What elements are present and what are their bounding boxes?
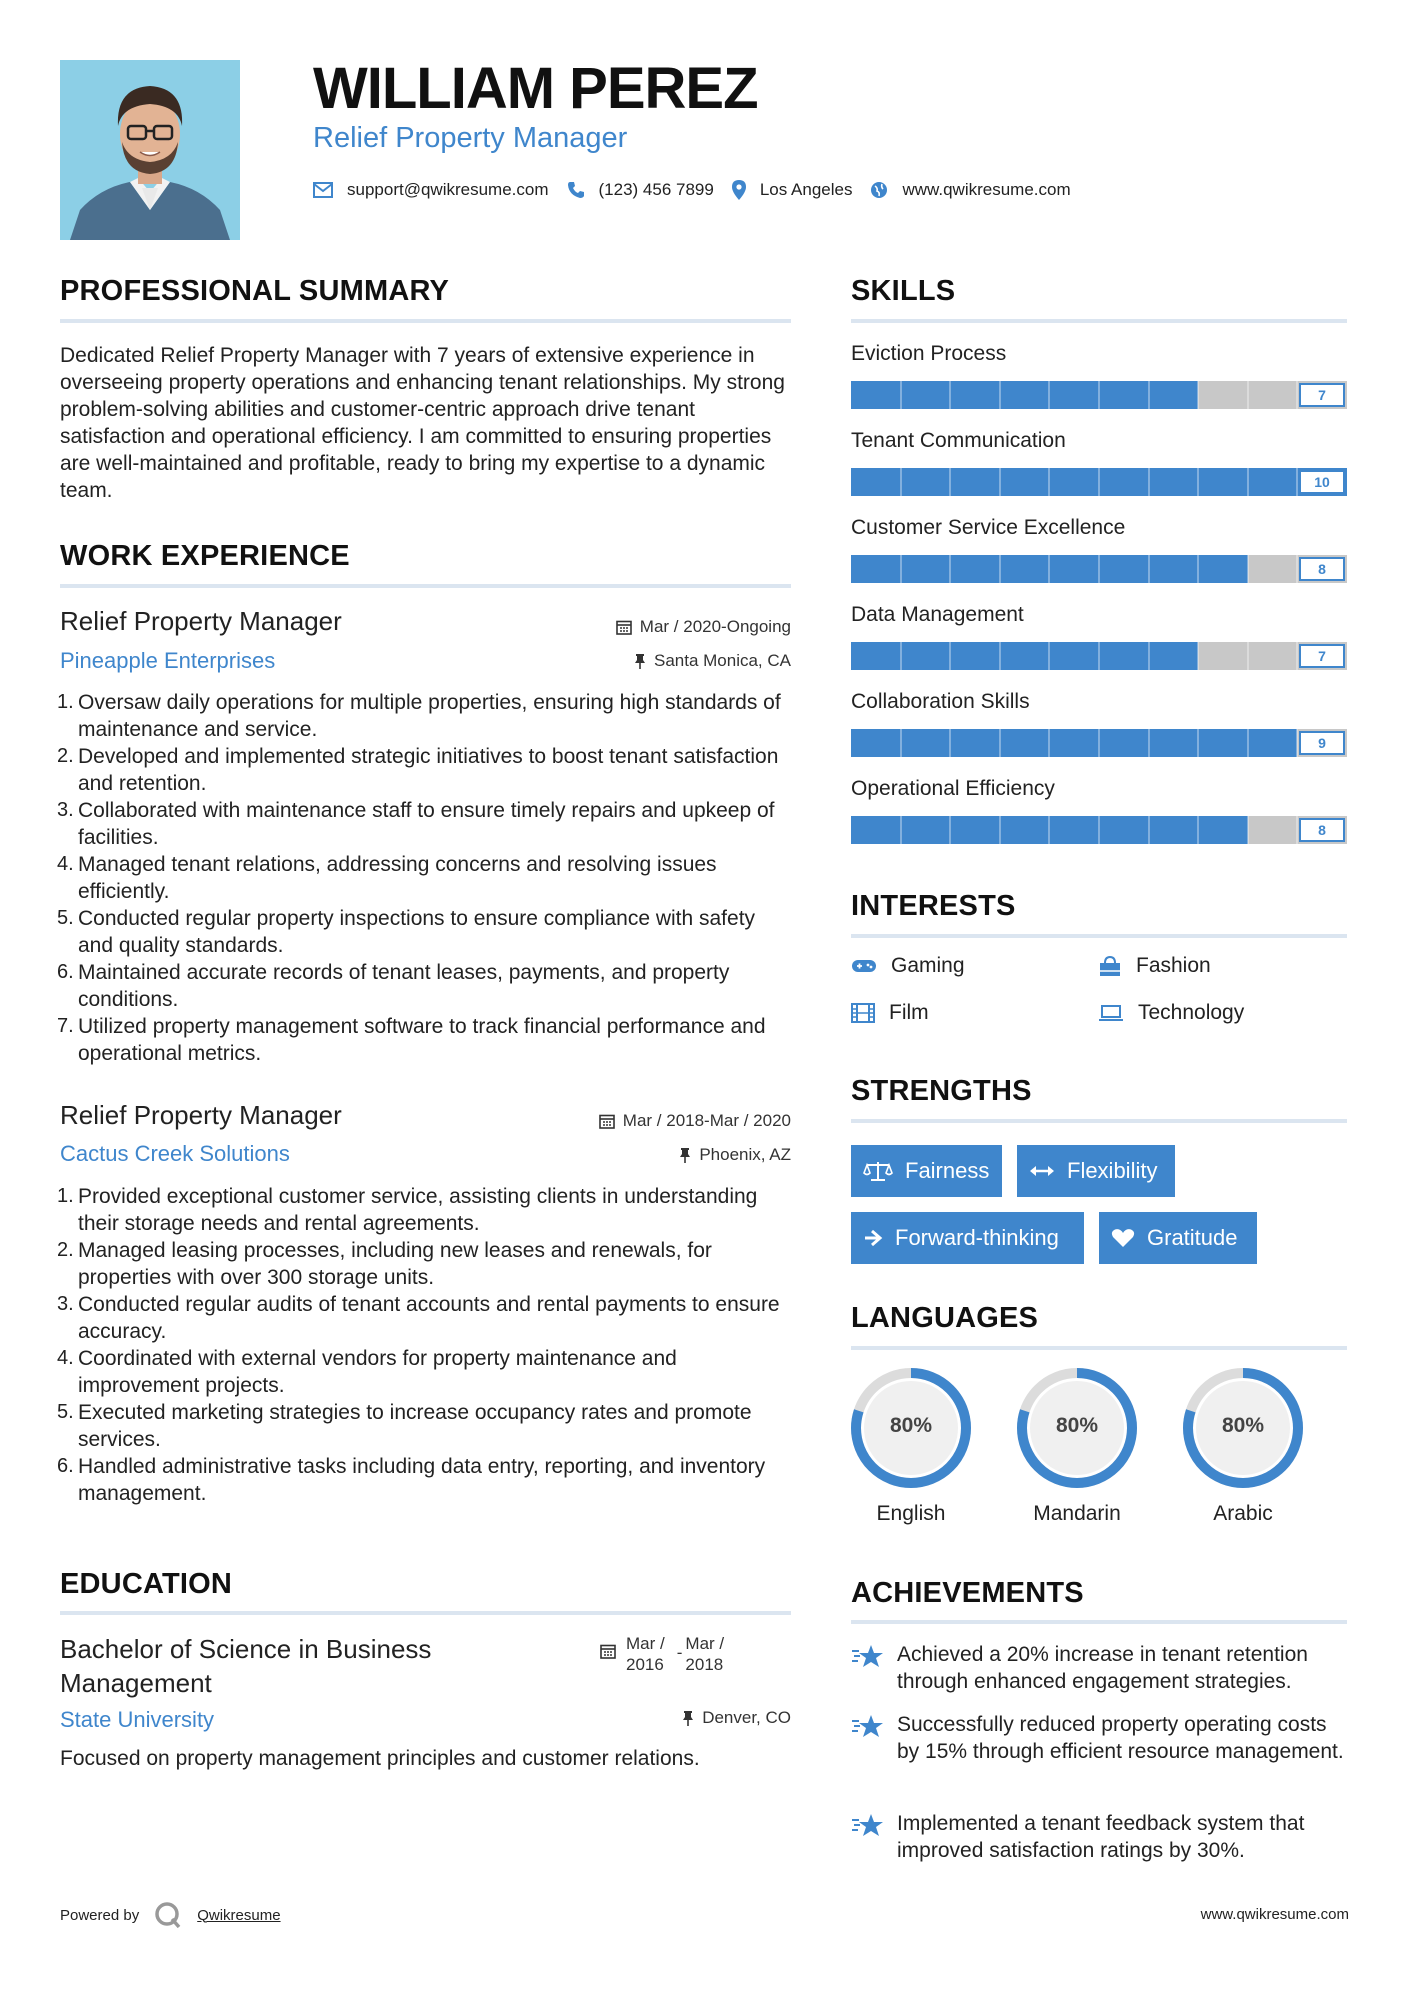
job-2-dates [599, 1111, 791, 1131]
skill-label: Collaboration Skills [851, 690, 1030, 713]
skill-bar-segment [900, 729, 902, 757]
language-name: English [876, 1502, 946, 1525]
skill-bar-segment [1148, 816, 1150, 844]
pushpin-icon [682, 1710, 694, 1727]
skill-bar-segment [949, 555, 951, 583]
strengths-heading: STRENGTHS [851, 1075, 1032, 1107]
star-icon [851, 1643, 885, 1671]
heart-icon [1111, 1228, 1135, 1248]
job-2-company: Cactus Creek Solutions [60, 1141, 290, 1166]
skill-bar-segment [1247, 816, 1249, 844]
list-item: 2. Developed and implemented strategic initiatives to boost tenant satisfaction and retention. [57, 745, 779, 795]
skill-bar-segment [1048, 381, 1050, 409]
skill-bar-segment [949, 468, 951, 496]
skill-bar-segment [1197, 642, 1199, 670]
education-end: Mar / 2018 [685, 1634, 725, 1674]
skill-label: Data Management [851, 603, 1024, 626]
skill-bar-segment [1148, 729, 1150, 757]
skill-bar-segment [1098, 468, 1100, 496]
skill-bar-segment [949, 729, 951, 757]
globe-icon [870, 181, 888, 199]
skill-bar-segment [949, 381, 951, 409]
skill-bar-segment [1098, 642, 1100, 670]
skill-bar-segment [1247, 555, 1249, 583]
list-item: 5. Conducted regular property inspections to ensure compliance with safety and quality standards. [57, 907, 756, 957]
list-item: 2. Managed leasing processes, including new leases and renewals, for properties with over 300 storage units. [57, 1239, 712, 1289]
list-item: 6. Maintained accurate records of tenant leases, payments, and property conditions. [57, 961, 730, 1011]
profile-photo [60, 60, 240, 240]
contact-location [732, 180, 853, 200]
skill-bar-segment [1148, 468, 1150, 496]
job-2-dates-text: Mar / 2018-Mar / 2020 [622, 1111, 791, 1130]
education-date-dash: - [676, 1643, 683, 1662]
work-heading: WORK EXPERIENCE [60, 540, 350, 572]
list-item: 3. Collaborated with maintenance staff to ensure timely repairs and upkeep of facilities. [57, 799, 775, 849]
skill-bar-segment [949, 642, 951, 670]
skill-bar-segment [999, 555, 1001, 583]
list-item: 4. Coordinated with external vendors for property maintenance and improvement projects. [57, 1347, 677, 1397]
strength-forward-thinking: Forward-thinking [851, 1212, 1084, 1264]
footer-powered-by: Powered by Qwikresume [60, 1900, 281, 1930]
job-1-company: Pineapple Enterprises [60, 648, 276, 673]
list-item: 6. Handled administrative tasks including data entry, reporting, and inventory management. [57, 1455, 766, 1505]
skill-bar-segment [1098, 729, 1100, 757]
gamepad-icon [851, 957, 877, 975]
skill-bar-segment [1098, 555, 1100, 583]
skill-bar-segment [1048, 468, 1050, 496]
skill-bar-fill [851, 729, 1297, 757]
skill-bar-segment [1197, 816, 1199, 844]
laptop-icon [1098, 1004, 1124, 1022]
job-1-dates-text: Mar / 2020-Ongoing [639, 617, 791, 636]
interest-fashion: Fashion [1098, 954, 1211, 978]
phone-icon [567, 181, 585, 199]
interests-heading: INTERESTS [851, 890, 1016, 922]
education-school: State University [60, 1707, 215, 1732]
skill-score: 7 [1299, 383, 1345, 407]
education-location-text: Denver, CO [702, 1708, 791, 1727]
languages-divider [851, 1346, 1347, 1350]
qwikresume-logo-icon [153, 1900, 183, 1930]
skill-bar [851, 642, 1347, 670]
achievement-item: Successfully reduced property operating costs by 15% through efficient resource management. [851, 1711, 1351, 1765]
interest-technology: Technology [1098, 1001, 1244, 1025]
list-item: 5. Executed marketing strategies to increase occupancy rates and promote services. [57, 1401, 752, 1451]
job-1-location [634, 651, 791, 671]
contact-phone[interactable] [567, 180, 714, 200]
contact-website[interactable] [870, 180, 1070, 200]
skill-bar-segment [900, 381, 902, 409]
job-1-location-text: Santa Monica, CA [653, 651, 791, 670]
skill-bar [851, 816, 1347, 844]
skill-bar-segment [1197, 381, 1199, 409]
skill-label: Tenant Communication [851, 429, 1066, 452]
skills-divider [851, 319, 1347, 323]
skill-bar-segment [999, 816, 1001, 844]
skill-bar-segment [1148, 642, 1150, 670]
job-1-bullets [57, 689, 795, 1067]
skill-bar [851, 468, 1347, 496]
skill-bar-segment [999, 381, 1001, 409]
skill-bar-segment [1247, 468, 1249, 496]
skill-bar-segment [1247, 729, 1249, 757]
skill-bar-segment [1048, 642, 1050, 670]
language-percent: 80% [1055, 1414, 1099, 1437]
achievements-divider [851, 1620, 1347, 1624]
skill-score: 8 [1299, 818, 1345, 842]
achievement-item: Implemented a tenant feedback system that improved satisfaction ratings by 30%. [851, 1810, 1351, 1864]
skills-heading: SKILLS [851, 275, 956, 307]
calendar-icon [616, 619, 632, 635]
balance-scale-icon [863, 1160, 893, 1182]
skill-bar-segment [900, 468, 902, 496]
footer-url[interactable]: www.qwikresume.com [1200, 1906, 1349, 1923]
achievement-item: Achieved a 20% increase in tenant retention through enhanced engagement strategies. [851, 1641, 1351, 1695]
calendar-icon [600, 1643, 616, 1659]
skill-bar [851, 555, 1347, 583]
skill-bar-segment [1148, 555, 1150, 583]
skill-bar-segment [900, 816, 902, 844]
skill-label: Eviction Process [851, 342, 1007, 365]
education-start: Mar / 2016 [626, 1634, 665, 1674]
skill-bar-segment [900, 642, 902, 670]
star-icon [851, 1713, 885, 1741]
job-2-role: Relief Property Manager [60, 1100, 342, 1130]
strength-flexibility: Flexibility [1017, 1145, 1175, 1197]
skill-bar-segment [1247, 642, 1249, 670]
skill-bar-segment [1098, 381, 1100, 409]
interests-divider [851, 934, 1347, 938]
skill-bar-segment [1048, 555, 1050, 583]
education-location [682, 1708, 791, 1728]
skill-bar-segment [999, 642, 1001, 670]
skill-bar-fill [851, 381, 1198, 409]
skill-bar-segment [1197, 555, 1199, 583]
skill-bar-segment [1098, 816, 1100, 844]
job-1-dates [616, 617, 791, 637]
skill-bar-segment [999, 468, 1001, 496]
calendar-icon [599, 1113, 615, 1129]
candidate-title: Relief Property Manager [313, 122, 628, 154]
job-2-bullets [57, 1183, 795, 1507]
phone-text: (123) 456 7899 [598, 180, 714, 199]
languages-heading: LANGUAGES [851, 1302, 1039, 1334]
candidate-name: WILLIAM PEREZ [313, 56, 758, 121]
language-name: Mandarin [1033, 1502, 1121, 1525]
strength-gratitude: Gratitude [1099, 1212, 1257, 1264]
education-divider [60, 1611, 791, 1615]
skill-bar-segment [900, 555, 902, 583]
job-1-role: Relief Property Manager [60, 606, 342, 636]
skill-bar [851, 729, 1347, 757]
website-text: www.qwikresume.com [902, 180, 1071, 199]
strength-fairness: Fairness [851, 1145, 1002, 1197]
job-2-location [679, 1145, 791, 1165]
summary-divider [60, 319, 791, 323]
list-item: 1. Oversaw daily operations for multiple properties, ensuring high standards of maintenance and service. [57, 691, 781, 741]
qwikresume-link[interactable]: Qwikresume [197, 1906, 281, 1924]
skill-bar-segment [1247, 381, 1249, 409]
film-icon [851, 1003, 875, 1023]
map-marker-icon [732, 180, 746, 200]
skill-label: Customer Service Excellence [851, 516, 1126, 539]
pushpin-icon [634, 653, 646, 670]
contact-email[interactable] [313, 180, 549, 200]
skill-bar [851, 381, 1347, 409]
education-dates [600, 1633, 724, 1675]
pushpin-icon [679, 1147, 691, 1164]
work-divider [60, 584, 791, 588]
skill-bar-segment [1197, 468, 1199, 496]
contact-row [313, 178, 1089, 202]
list-item: 3. Conducted regular audits of tenant accounts and rental payments to ensure accuracy. [57, 1293, 780, 1343]
list-item: 1. Provided exceptional customer service, assisting clients in understanding their storage needs and rental agreements. [57, 1185, 758, 1235]
skill-score: 9 [1299, 731, 1345, 755]
skill-bar-segment [999, 729, 1001, 757]
language-percent: 80% [889, 1414, 933, 1437]
skill-bar-segment [949, 816, 951, 844]
education-description: Focused on property management principles and customer relations. [60, 1747, 700, 1770]
strengths-divider [851, 1119, 1347, 1123]
skill-bar-fill [851, 642, 1198, 670]
job-2-location-text: Phoenix, AZ [699, 1145, 791, 1164]
email-text: support@qwikresume.com [347, 180, 549, 199]
achievements-heading: ACHIEVEMENTS [851, 1577, 1084, 1609]
education-heading: EDUCATION [60, 1568, 233, 1600]
arrow-right-icon [863, 1229, 883, 1247]
skill-label: Operational Efficiency [851, 777, 1055, 800]
education-degree: Bachelor of Science in Business Management [60, 1634, 432, 1698]
language-percent: 80% [1221, 1414, 1265, 1437]
list-item: 4. Managed tenant relations, addressing concerns and resolving issues efficiently. [57, 853, 717, 903]
skill-score: 7 [1299, 644, 1345, 668]
skill-bar-segment [1048, 816, 1050, 844]
arrows-horizontal-icon [1029, 1164, 1055, 1178]
skill-bar-segment [1197, 729, 1199, 757]
skill-score: 8 [1299, 557, 1345, 581]
location-text: Los Angeles [759, 180, 853, 199]
skill-score: 10 [1299, 470, 1345, 494]
skill-bar-segment [1048, 729, 1050, 757]
list-item: 7. Utilized property management software to track financial performance and operational metrics. [57, 1015, 766, 1065]
shopping-bag-icon [1098, 955, 1122, 977]
skill-bar-segment [1148, 381, 1150, 409]
summary-heading: PROFESSIONAL SUMMARY [60, 275, 450, 307]
interest-film: Film [851, 1001, 929, 1025]
star-icon [851, 1812, 885, 1840]
summary-text: Dedicated Relief Property Manager with 7 years of extensive experience in overseeing property operations and enhancing tenant relationships. My strong problem-solving abilities and customer-centric approach drive tenant satisfaction and operational efficiency. I am committed to ensuring properties are well-maintained and profitable, ready to bring my expertise to a dynamic team. [60, 344, 785, 502]
language-name: Arabic [1213, 1502, 1273, 1525]
envelope-icon [313, 182, 333, 198]
interest-gaming: Gaming [851, 954, 965, 978]
